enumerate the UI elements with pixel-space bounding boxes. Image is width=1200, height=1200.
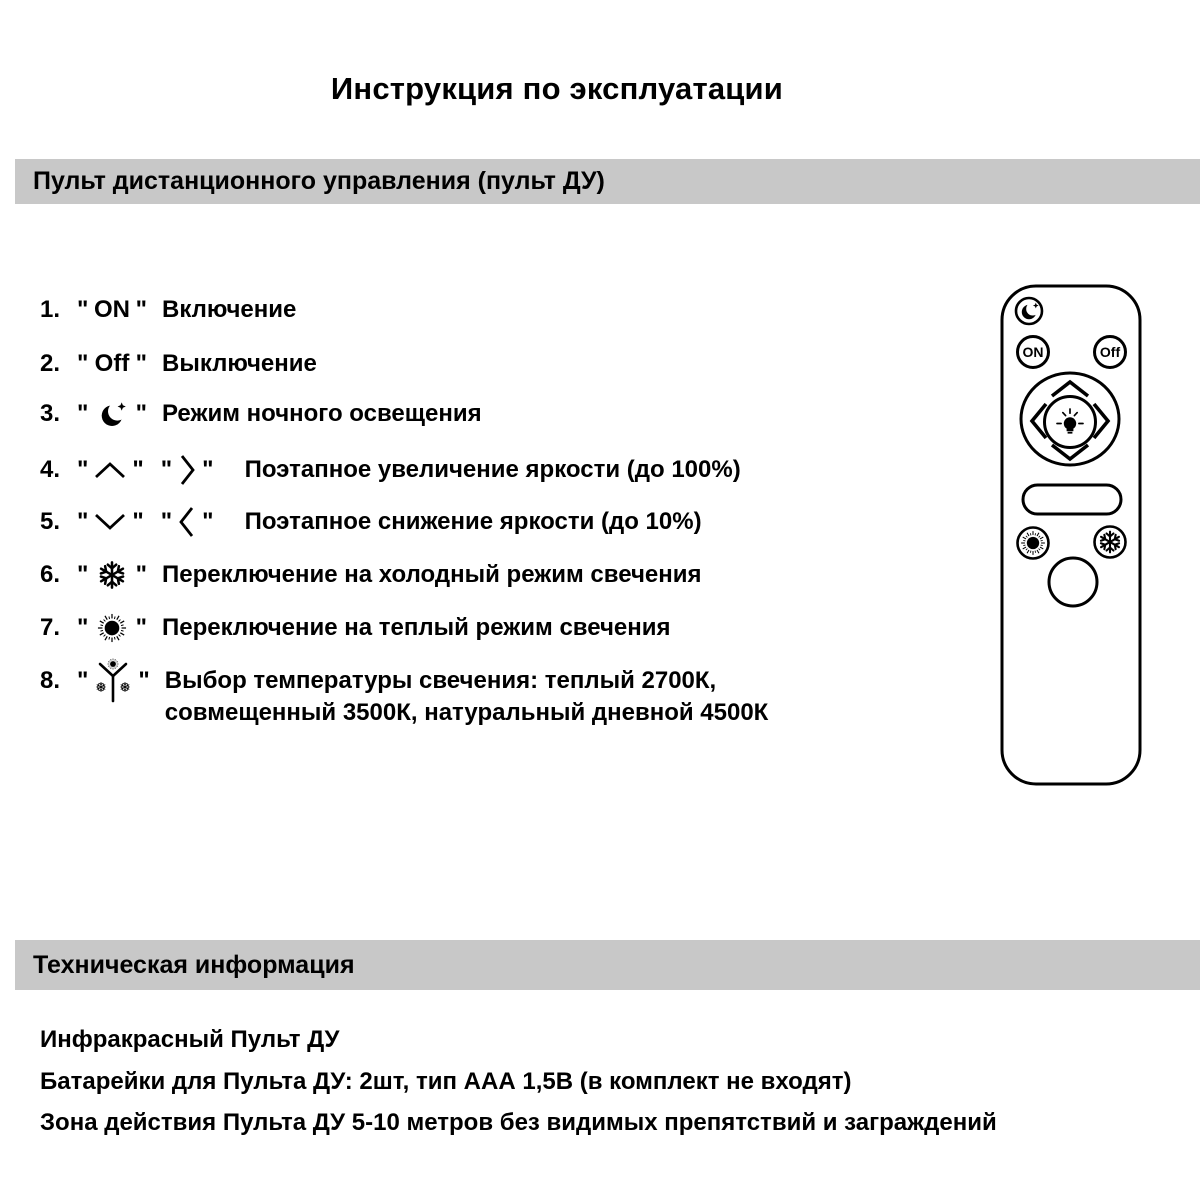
quote-mark: " <box>135 350 147 377</box>
item-number: 1. <box>40 296 61 323</box>
item-label: Выбор температуры свечения: теплый 2700К, <box>164 667 717 694</box>
item-label: Переключение на холодный режим свечения <box>162 561 702 588</box>
list-item-5 <box>40 505 702 539</box>
button-reference <box>72 560 152 590</box>
quote-mark: " <box>77 561 89 588</box>
quote-mark: " <box>77 614 89 641</box>
quote-mark: " <box>77 456 89 483</box>
quote-mark: " <box>138 667 150 694</box>
quote-mark: " <box>160 508 173 535</box>
color-temperature-icon <box>93 658 133 704</box>
quote-mark: " <box>132 508 144 535</box>
quote-mark: " <box>132 456 144 483</box>
item-number: 5. <box>40 508 61 535</box>
quote-mark: " <box>135 400 147 427</box>
item-label: Режим ночного освещения <box>162 400 482 427</box>
quote-mark: " <box>77 667 89 694</box>
tech-line-2: Батарейки для Пульта ДУ: 2шт, тип ААА 1,5В (в комплект не входят) <box>40 1068 852 1095</box>
warm-mode-button <box>1018 528 1049 559</box>
button-reference <box>72 400 152 428</box>
section-header-tech-label: Техническая информация <box>33 950 355 979</box>
quote-mark: " <box>135 614 147 641</box>
quote-mark: " <box>77 508 89 535</box>
button-reference <box>72 453 219 487</box>
quote-mark: " <box>160 456 173 483</box>
button-reference <box>72 350 152 378</box>
tech-line-3: Зона действия Пульта ДУ 5-10 метров без видимых препятствий и заграждений <box>40 1109 997 1136</box>
chevron-up-icon <box>93 459 127 481</box>
off-button-label: Off <box>94 350 130 377</box>
item-number: 2. <box>40 350 61 377</box>
list-item-8 <box>40 665 768 729</box>
item-label: Поэтапное увеличение яркости (до 100%) <box>244 456 741 483</box>
tech-line-1: Инфракрасный Пульт ДУ <box>40 1026 340 1053</box>
item-number: 8. <box>40 667 61 694</box>
item-label-lines <box>165 665 769 729</box>
list-item-7 <box>40 613 671 643</box>
item-label: Выключение <box>162 350 317 377</box>
off-button-label: Off <box>1099 344 1121 360</box>
quote-mark: " <box>135 296 147 323</box>
quote-mark: " <box>77 400 89 427</box>
list-item-1 <box>40 296 296 324</box>
list-item-2 <box>40 350 317 378</box>
item-number: 3. <box>40 400 61 427</box>
on-button-label: ON <box>1022 344 1044 360</box>
page-title: Инструкция по эксплуатации <box>330 71 784 106</box>
quote-mark: " <box>77 350 89 377</box>
list-item-6 <box>40 560 701 590</box>
moon-star-icon <box>98 401 126 427</box>
quote-mark: " <box>135 561 147 588</box>
item-label: Поэтапное снижение яркости (до 10%) <box>244 508 702 535</box>
item-number: 6. <box>40 561 61 588</box>
on-button-label: ON <box>94 296 130 323</box>
button-reference <box>72 505 219 539</box>
quote-mark: " <box>77 296 89 323</box>
button-reference <box>72 296 152 324</box>
button-reference <box>72 613 152 643</box>
snowflake-icon <box>97 560 127 590</box>
sun-icon <box>97 613 127 643</box>
item-number: 7. <box>40 614 61 641</box>
chevron-right-icon <box>177 453 197 487</box>
quote-mark: " <box>202 456 214 483</box>
item-number: 4. <box>40 456 61 483</box>
list-item-3 <box>40 400 482 428</box>
list-item-4 <box>40 453 741 487</box>
section-header-remote <box>15 159 1200 204</box>
button-reference <box>72 665 155 697</box>
section-header-tech <box>15 940 1200 990</box>
section-header-remote-label: Пульт дистанционного управления (пульт ДУ) <box>33 167 605 195</box>
remote-illustration <box>999 283 1144 788</box>
item-label-line2: совмещенный 3500К, натуральный дневной 4500К <box>164 699 769 726</box>
chevron-left-icon <box>177 505 197 539</box>
item-label: Переключение на теплый режим свечения <box>162 614 671 641</box>
item-label: Включение <box>162 296 297 323</box>
chevron-down-icon <box>93 511 127 533</box>
quote-mark: " <box>202 508 214 535</box>
remote-body <box>1002 286 1140 784</box>
